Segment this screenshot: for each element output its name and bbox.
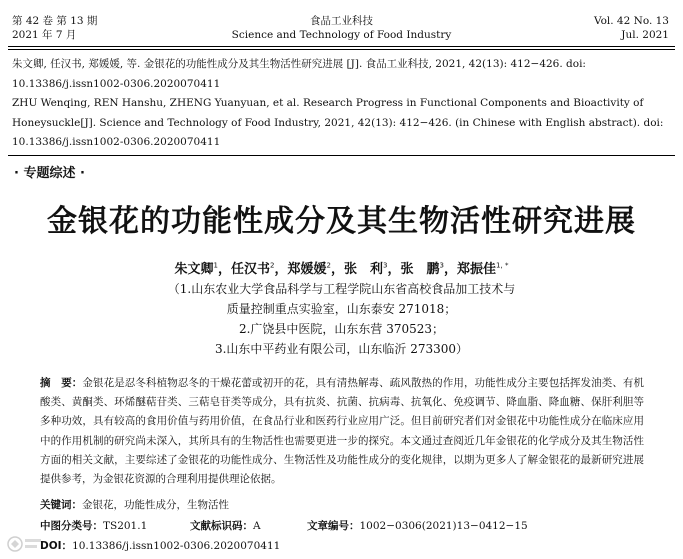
author-list: 朱文卿$^1$，任汉书$^2$，郑媛媛$^2$，张 利$^3$，张 鹏$^3$，郑振佳$^{1, *}$ bbox=[174, 261, 509, 277]
date-cn: 2021 年 7 月 bbox=[12, 29, 77, 41]
affiliation-line: 2.广饶县中医院，山东东营 370523； bbox=[238, 322, 445, 336]
citation-rule bbox=[8, 155, 675, 156]
article-number-value: 1002−0306(2021)13−0412−15 bbox=[359, 520, 528, 532]
clc-number bbox=[40, 518, 147, 533]
author-name: 朱文卿 bbox=[174, 262, 214, 277]
author-name: 郑媛媛 bbox=[287, 262, 327, 277]
header-rule-thin bbox=[8, 49, 675, 50]
author-affil-mark: 3 bbox=[439, 261, 445, 270]
keywords bbox=[40, 497, 229, 512]
citation-block bbox=[12, 55, 672, 153]
volume-en: Vol. 42 No. 13 bbox=[593, 15, 669, 27]
journal-name-cn: 食品工业科技 bbox=[310, 15, 373, 27]
doi-label: DOI： bbox=[40, 540, 73, 552]
doi-value: 10.13386/j.issn1002-0306.2020070411 bbox=[72, 540, 281, 552]
author-affil-mark: 2 bbox=[270, 261, 275, 270]
clc-label: 中图分类号： bbox=[40, 520, 103, 532]
abstract-text: 金银花是忍冬科植物忍冬的干燥花蕾或初开的花，具有清热解毒、疏风散热的作用，功能性成分主要包括挥发油类、有机酸类、黄酮类、环烯醚萜苷类、三萜皂苷类等成分，具有抗炎、抗菌、抗病毒、抗氧化、免疫调节、降血脂、降血糖、保肝利胆等多种功效，具有较高的食用价值与药用价值，在食品行业和医药行业应用广泛。但目前研究者们对金银花中功能性成分在临床应用中的作用机制的研究尚未深入，其所具有的生物活性也需要更进一步的探究。本文通过查阅近几年金银花的化学成分及其生物活性方面的相关文献，主要综述了金银花的功能性成分、生物活性及功能性成分的变化规律，以期为更多人了解金银花的最新研究进展提供参考，为金银花资源的合理利用提供理论依据。 bbox=[40, 377, 645, 486]
doc-code-label: 文献标识码： bbox=[190, 520, 253, 532]
author-affil-mark: 1, * bbox=[496, 261, 509, 270]
keywords-label: 关键词： bbox=[40, 499, 82, 511]
doi-line bbox=[40, 538, 280, 553]
header-rule bbox=[8, 46, 675, 47]
abstract bbox=[40, 374, 644, 489]
author-name: 张 鹏 bbox=[400, 262, 440, 277]
volume-cn: 第 42 卷 第 13 期 bbox=[12, 15, 98, 27]
abstract-label: 摘 要： bbox=[40, 377, 83, 389]
author-name: 任汉书 bbox=[231, 262, 271, 277]
author-affil-mark: 3 bbox=[383, 261, 388, 270]
citation-cn: 朱文卿, 任汉书, 郑媛媛, 等. 金银花的功能性成分及其生物活性研究进展 [J]. 食品工业科技, 2021, 42(13): 412−426. doi: 10.13386/j.issn1002-0306.2020070411 bbox=[12, 58, 586, 90]
keywords-text: 金银花，功能性成分，生物活性 bbox=[82, 499, 229, 511]
header-center bbox=[0, 14, 683, 42]
author-affil-mark: 1 bbox=[213, 261, 219, 270]
article-title: 金银花的功能性成分及其生物活性研究进展 bbox=[47, 204, 636, 239]
clc-value: TS201.1 bbox=[103, 520, 148, 532]
date-en: Jul. 2021 bbox=[621, 29, 669, 41]
article-number bbox=[307, 518, 528, 533]
author-name: 郑振佳 bbox=[457, 262, 497, 277]
header-right bbox=[594, 14, 669, 42]
running-header bbox=[0, 6, 683, 48]
affiliations bbox=[0, 279, 683, 359]
watermark-logo-icon bbox=[6, 533, 44, 555]
author-name: 张 利 bbox=[344, 262, 384, 277]
article-number-label: 文章编号： bbox=[307, 520, 360, 532]
journal-name-en: Science and Technology of Food Industry bbox=[231, 29, 452, 41]
affiliation-line: （1.山东农业大学食品科学与工程学院山东省高校食品加工技术与 bbox=[167, 282, 516, 296]
affiliation-line: 3.山东中平药业有限公司，山东临沂 273300） bbox=[214, 342, 469, 356]
section-label: · 专题综述 · bbox=[14, 166, 85, 181]
author-affil-mark: 2 bbox=[326, 261, 332, 270]
doc-code-value: A bbox=[253, 520, 261, 532]
citation-en: ZHU Wenqing, REN Hanshu, ZHENG Yuanyuan, et al. Research Progress in Functional Components and Bioactivity of Honeysuckle[J]. Science and Technology of Food Industry, 2021, 42(13): 412−426. (in Chinese with English abstract). doi: 10.13386/j.issn1002-0306.2020070411 bbox=[12, 97, 664, 148]
affiliation-line: 质量控制重点实验室，山东泰安 271018； bbox=[226, 302, 457, 316]
document-code bbox=[190, 518, 261, 533]
